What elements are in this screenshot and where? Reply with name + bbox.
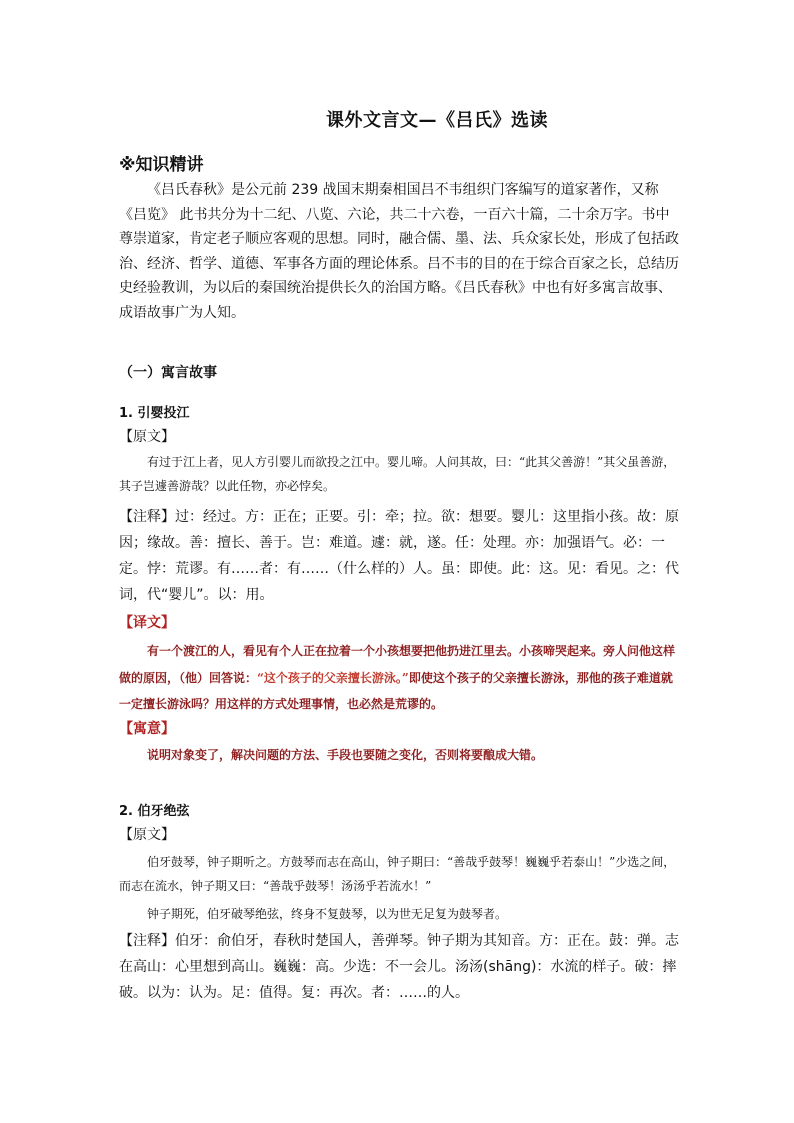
story2-original-p2: 钟子期死，伯牙破琴绝弦，终身不复鼓琴，以为世无足复为鼓琴者。 — [147, 907, 508, 921]
story2-original-p1: 伯牙鼓琴，钟子期听之。方鼓琴而志在高山，钟子期曰：“善哉乎鼓琴！巍巍乎若泰山！”少选之间，而志在流水，钟子期又曰：“善哉乎鼓琴！汤汤乎若流水！” — [119, 855, 676, 893]
story1-moral-label: 【寓意】 — [119, 721, 175, 737]
story2-original-label: 【原文】 — [119, 827, 175, 843]
story1-translation-label: 【译文】 — [119, 615, 175, 631]
category-heading: （一）寓言故事 — [119, 365, 217, 381]
translation-part-a: 有一个渡江的人，看见有个人正在拉着一个小孩想要把他扔进江里去。小孩啼哭起来。旁人问他这样做的原因，（他）回答说： — [119, 644, 676, 685]
translation-part-b: 即使这个孩子的父亲擅长游泳，那他的孩子难道就一定擅长游泳吗？用这样的方式处理事情，也必然是荒谬的。 — [119, 670, 673, 711]
story1-original-label: 【原文】 — [119, 429, 175, 445]
page-title: 课外文言文—《吕氏》选读 — [326, 110, 548, 131]
story2-notes: 【注释】伯牙：俞伯牙，春秋时楚国人，善弹琴。钟子期为其知音。方：正在。鼓：弹。志在高山：心里想到高山。巍巍：高。少选：不一会儿。汤汤(shāng)：水流的样子。破：摔破。以为：认为。足：值得。复：再次。者：……的人。 — [119, 933, 679, 1001]
translation-quote: “这个孩子的父亲擅长游泳。” — [257, 670, 409, 685]
section-heading: ※知识精讲 — [119, 155, 204, 175]
story2-heading: 2. 伯牙绝弦 — [119, 804, 190, 819]
story1-original-text: 有过于江上者，见人方引婴儿而欲投之江中。婴儿啼。人问其故，曰：“此其父善游！”其父虽善游，其子岂遽善游哉？以此任物，亦必悖矣。 — [119, 455, 676, 493]
story1-notes: 【注释】过：经过。方：正在；正要。引：牵；拉。欲：想要。婴儿：这里指小孩。故：原因；缘故。善：擅长、善于。岂：难道。遽：就，遂。任：处理。亦：加强语气。必：一定。悖：荒谬。有……者：有……（什么样的）人。虽：即使。此：这。见：看见。之：代词，代“婴儿”。以：用。 — [119, 509, 679, 603]
story1-moral: 说明对象变了，解决问题的方法、手段也要随之变化，否则将要酿成大错。 — [147, 748, 544, 762]
story1-heading: 1. 引婴投江 — [119, 406, 190, 421]
intro-paragraph: 《吕氏春秋》是公元前 239 战国末期秦相国吕不韦组织门客编写的道家著作，又称《吕览》 此书共分为十二纪、八览、六论，共二十六卷，一百六十篇，二十余万字。书中尊崇道家，肯定老子顺应客观的思想。同时，融合儒、墨、法、兵众家长处，形成了包括政治、经济、哲学、道德、军事各方面的理论体系。吕不韦的目的在于综合百家之长，总结历史经验教训，为以后的秦国统治提供长久的治国方略。《吕氏春秋》中也有好多寓言故事、成语故事广为人知。 — [119, 182, 679, 321]
story1-translation — [119, 638, 679, 718]
